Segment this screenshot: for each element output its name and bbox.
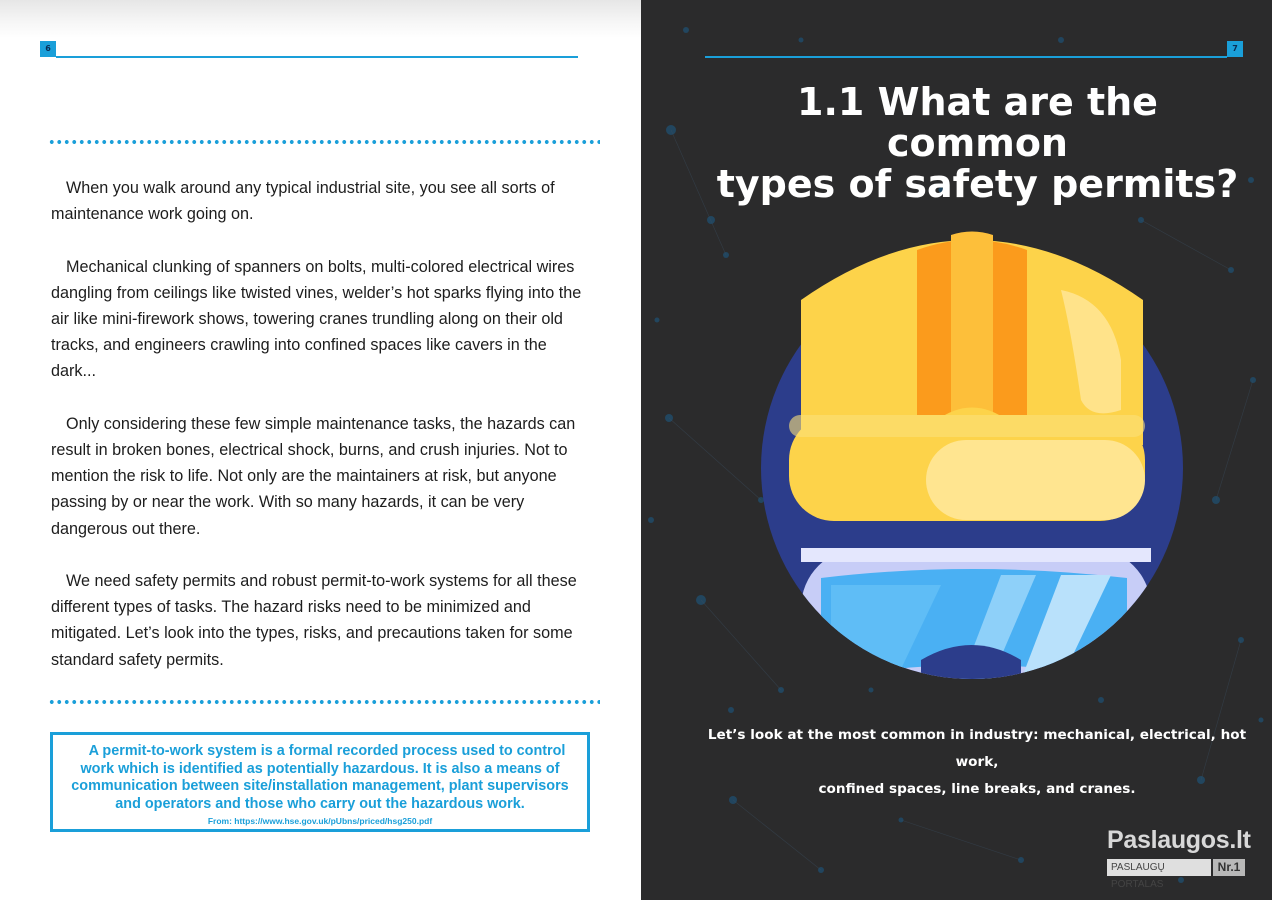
title-line-1: 1.1 What are the common [797, 80, 1158, 165]
page-number-left: 6 [40, 41, 56, 57]
body-text [51, 175, 591, 699]
watermark [1107, 826, 1251, 890]
paragraph-3: Only considering these few simple maintenance tasks, the hazards can result in broken bones, electrical shock, burns, and crush injuries. Not to mention the risk to life. Not only are the maintainers at risk, but anyone passing by or near the work. With so many hazards, it can be very dangerous out there. [51, 414, 576, 538]
paragraph-2: Mechanical clunking of spanners on bolts, multi-colored electrical wires dangling from ceilings like twisted vines, welder’s hot sparks flying into the air like mini-firework shows, towering cranes trundling along on their old tracks, and engineers crawling into confined spaces like cavers in the dark... [51, 257, 582, 381]
dotted-divider-bottom [48, 699, 600, 705]
dotted-divider-top [48, 139, 600, 145]
page-caption [701, 722, 1253, 803]
title-line-2: types of safety permits? [716, 162, 1239, 206]
watermark-subtitle: PASLAUGŲ PORTALAS [1107, 859, 1211, 876]
paragraph-1: When you walk around any typical industrial site, you see all sorts of maintenance work going on. [51, 179, 555, 224]
watermark-badge: Nr.1 [1213, 859, 1245, 876]
right-page [641, 0, 1272, 900]
callout-source: From: https://www.hse.gov.uk/pUbns/priced/hsg250.pdf [207, 816, 433, 826]
definition-callout [50, 732, 590, 832]
watermark-brand: Paslaugos.lt [1107, 826, 1251, 854]
caption-line-2: confined spaces, line breaks, and cranes. [818, 781, 1136, 797]
page-number-right: 7 [1227, 41, 1243, 57]
caption-line-1: Let’s look at the most common in industry: mechanical, electrical, hot work, [707, 727, 1247, 770]
paragraph-4: We need safety permits and robust permit-to-work systems for all these different types of tasks. The hazard risks need to be minimized and mitigated. Let’s look into the types, risks, and precautions taken for some standard safety permits. [51, 572, 577, 669]
header-rule-left [56, 56, 578, 58]
callout-text: A permit-to-work system is a formal recorded process used to control work which is identified as potentially hazardous. It is also a means of communication between site/installation management, plant supervisors and operators and those who carry out the hazardous work. [71, 743, 569, 812]
